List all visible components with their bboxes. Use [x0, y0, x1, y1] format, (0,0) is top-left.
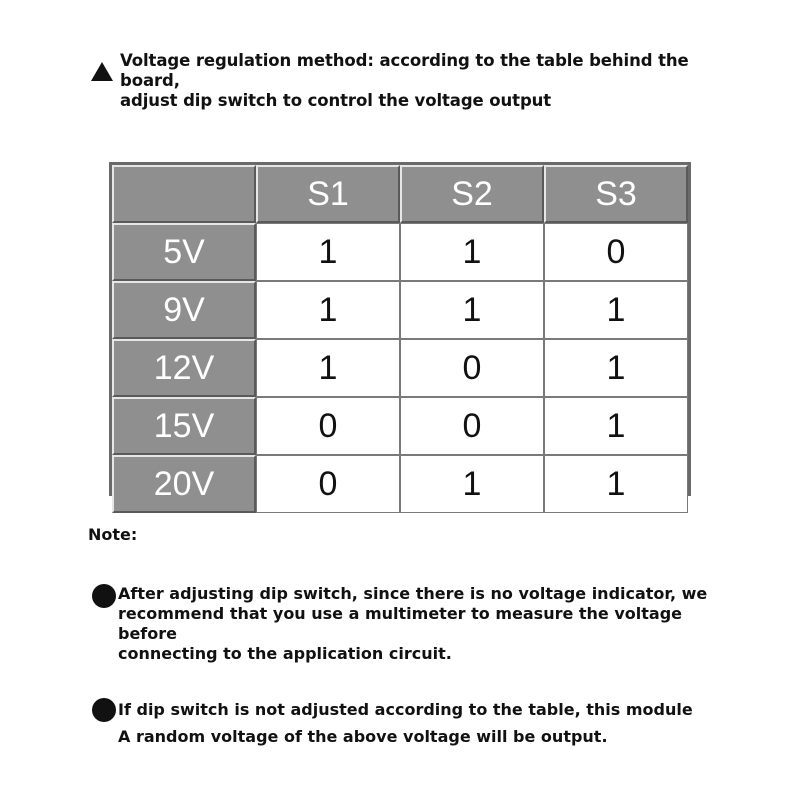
note-item-1-line-1: After adjusting dip switch, since there is no voltage indicator, we [118, 584, 708, 603]
table-cell: 1 [544, 281, 688, 339]
row-header: 20V [112, 455, 256, 513]
table-cell: 1 [256, 339, 400, 397]
note-heading: Note: [88, 525, 138, 544]
row-header: 15V [112, 397, 256, 455]
table-row [112, 455, 688, 513]
note-item-1-line-3: connecting to the application circuit. [118, 644, 452, 663]
table-row [112, 223, 688, 281]
note-item-2 [118, 700, 718, 747]
note-item-1 [118, 584, 718, 664]
dip-switch-table-frame [109, 162, 691, 503]
bullet-dot-icon [92, 584, 116, 608]
row-header: 5V [112, 223, 256, 281]
table-cell: 1 [256, 223, 400, 281]
note-item-2-line-2: A random voltage of the above voltage will be output. [118, 727, 608, 746]
table-cell: 0 [400, 397, 544, 455]
intro-line-2: adjust dip switch to control the voltage output [120, 91, 552, 110]
table-cell: 1 [544, 339, 688, 397]
note-item-1-line-2: recommend that you use a multimeter to measure the voltage before [118, 604, 683, 643]
table-cell: 1 [400, 455, 544, 513]
intro-text [120, 51, 720, 111]
table-row [112, 339, 688, 397]
table-row [112, 281, 688, 339]
bullet-dot-icon [92, 698, 116, 722]
table-cell: 1 [256, 281, 400, 339]
table-cell: 1 [400, 223, 544, 281]
intro-line-1: Voltage regulation method: according to the table behind the board, [120, 51, 689, 90]
table-cell: 1 [544, 455, 688, 513]
table-cell: 0 [256, 397, 400, 455]
column-header-s1: S1 [256, 165, 400, 223]
column-header-s3: S3 [544, 165, 688, 223]
table-row [112, 397, 688, 455]
column-header-s2: S2 [400, 165, 544, 223]
table-cell: 1 [544, 397, 688, 455]
table-cell: 0 [400, 339, 544, 397]
dip-switch-table [112, 165, 688, 513]
table-cell: 0 [256, 455, 400, 513]
table-cell: 0 [544, 223, 688, 281]
warning-triangle-icon [91, 62, 113, 81]
note-item-2-line-1: If dip switch is not adjusted according to the table, this module [118, 700, 693, 719]
row-header: 9V [112, 281, 256, 339]
corner-cell [112, 165, 256, 223]
row-header: 12V [112, 339, 256, 397]
table-header-row [112, 165, 688, 223]
table-cell: 1 [400, 281, 544, 339]
